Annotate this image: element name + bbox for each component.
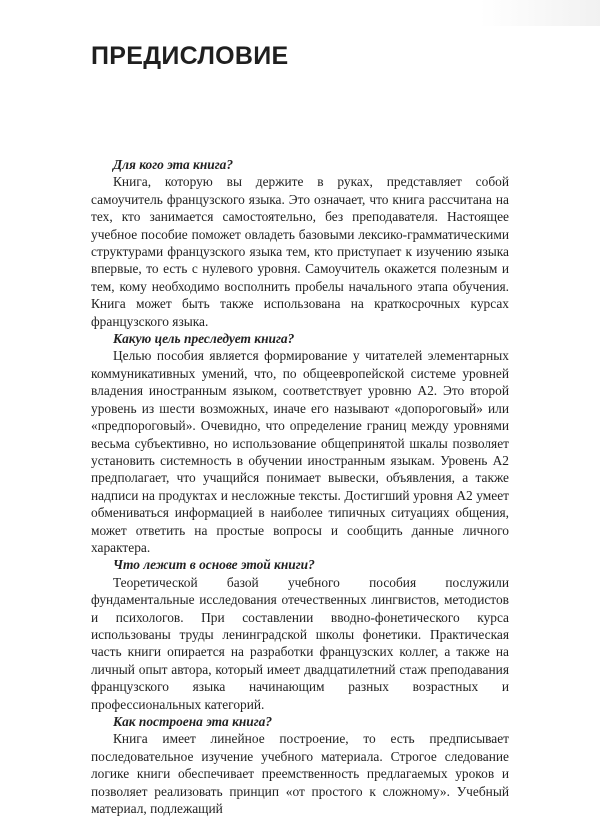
section-heading-goal: Какую цель преследует книга? [113,331,295,347]
section-text-audience: Книга, которую вы держите в руках, представляет собой самоучитель французского языка. Это означает, что книга рассчитана на тех, кто занимается самостоятельно, без преподавателя. Настоящее учебное пособие поможет овладеть базовыми лексико-грамматическими структурами французского языка тем, кто приступает к изучению языка впервые, то есть с нулевого уровня. Самоучитель окажется полезным и тем, кому необходимо восполнить пробелы начального этапа обучения. Книга может быть также использована на краткосрочных курсах французского языка. [91,174,509,329]
section-text-basis: Теоретической базой учебного пособия послужили фундаментальные исследования отечественных лингвистов, методистов и психологов. При составлении вводно-фонетического курса использованы труды ленинградской школы фонетики. Практическая часть книги опирается на разработки французских коллег, а также на личный опыт автора, который имеет двадцатилетний стаж преподавания французского языка начинающим разных возрастных и профессиональных категорий. [91,574,509,712]
section-heading-audience: Для кого эта книга? [113,157,234,172]
section-text-structure: Книга имеет линейное построение, то есть предписывает последовательное изучение учебного материала. Строгое следование логике книги обеспечивает преемственность предлагаемых уроков и позволяет реализовать принцип «от простого к сложному». Учебный материал, подлежащий [91,731,509,817]
page-corner-shade [480,0,600,26]
section-heading-structure: Как построена эта книга? [113,714,273,729]
section-heading-basis: Что лежит в основе этой книги? [113,557,315,573]
section-text-goal: Целью пособия является формирование у читателей элементарных коммуникативных умений, что, по общеевропейской системе уровней владения иностранным языком, соответствует уровню А2. Это второй уровень из шести возможных, иначе его называют «допороговый» или «предпороговый». Очевидно, что определение границ между уровнями весьма субъективно, но использование общепринятой шкалы позволяет установить системность в обучении иностранным языкам. Уровень А2 предполагает, что учащийся понимает вывески, объявления, а также надписи на продуктах и несложные тексты. Достигший уровня А2 умеет обмениваться информацией в наиболее типичных ситуациях общения, может ответить на простые вопросы и сообщить данные личного характера. [91,348,509,555]
page-body [91,156,509,817]
page-title: ПРЕДИСЛОВИЕ [91,42,289,70]
